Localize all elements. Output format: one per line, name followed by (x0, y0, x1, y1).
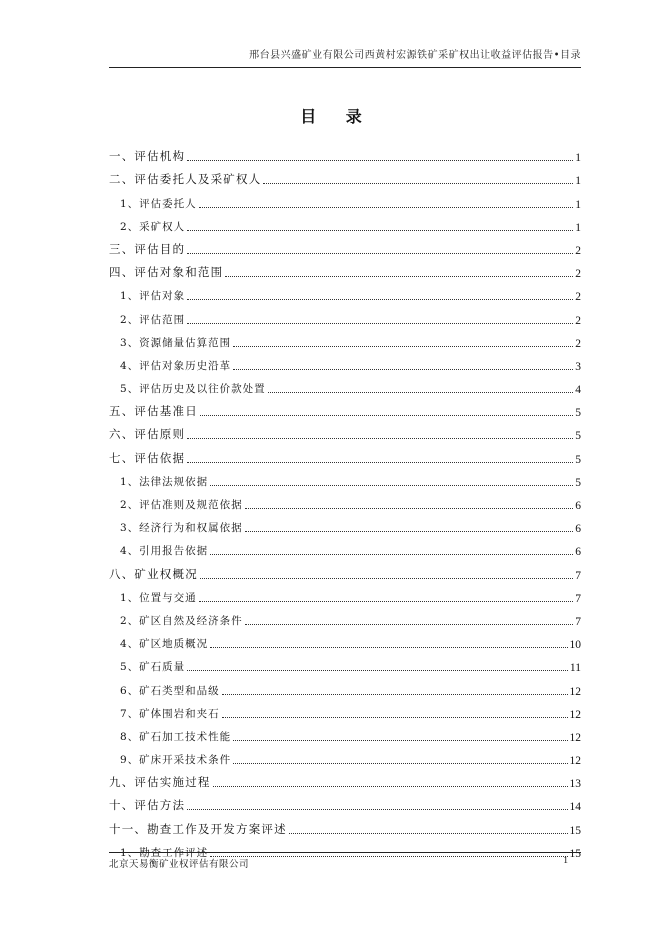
toc-entry-label: 7、矿体围岩和夹石 (120, 707, 220, 720)
toc-entry-page: 6 (575, 546, 581, 559)
toc-leader-dots (233, 763, 567, 764)
toc-entry[interactable] (109, 164, 581, 187)
toc-entry-page: 12 (569, 685, 581, 698)
toc-entry-page: 6 (575, 523, 581, 536)
toc-entry-page: 11 (569, 662, 581, 675)
toc-entry-label: 2、评估准则及规范依据 (120, 499, 243, 511)
toc-leader-dots (289, 833, 568, 834)
toc-subentry[interactable] (109, 489, 581, 512)
toc-entry[interactable] (109, 442, 581, 465)
toc-leader-dots (222, 694, 568, 695)
toc-subentry[interactable] (109, 280, 581, 303)
toc-subentry[interactable] (109, 721, 581, 744)
toc-entry-label: 1、评估对象 (120, 290, 186, 303)
toc-entry-label: 5、矿石质量 (120, 661, 186, 674)
toc-entry-label: 4、评估对象历史沿革 (120, 359, 232, 372)
toc-entry[interactable] (109, 419, 581, 442)
toc-leader-dots (245, 531, 574, 532)
toc-entry-label: 2、采矿权人 (120, 220, 186, 233)
toc-leader-dots (187, 230, 573, 231)
toc-leader-dots (263, 183, 573, 184)
toc-entry[interactable] (109, 790, 581, 813)
toc-entry-label: 五、评估基准日 (109, 404, 198, 419)
toc-leader-dots (187, 670, 568, 671)
toc-entry-label: 1、法律法规依据 (120, 475, 209, 488)
toc-leader-dots (199, 601, 574, 602)
toc-entry-label: 1、位置与交通 (120, 591, 197, 604)
toc-entry-page: 14 (569, 801, 581, 814)
toc-entry-page: 7 (575, 615, 581, 628)
toc-entry-label: 七、评估依据 (109, 450, 186, 465)
toc-entry[interactable] (109, 558, 581, 581)
toc-entry-label: 3、经济行为和权属依据 (120, 522, 243, 535)
toc-entry-page: 15 (569, 824, 581, 837)
toc-entry-label: 十一、勘查工作及开发方案评述 (109, 821, 287, 836)
toc-entry[interactable] (109, 234, 581, 257)
toc-entry[interactable] (109, 396, 581, 419)
footer-page-number: 1 (563, 856, 568, 866)
toc-entry-label: 八、矿业权概况 (109, 566, 198, 581)
toc-entry-page: 4 (575, 384, 581, 397)
toc-entry-label: 三、评估目的 (109, 241, 186, 256)
toc-subentry[interactable] (109, 651, 581, 674)
toc-entry-label: 3、资源储量估算范围 (120, 336, 232, 349)
toc-entry-label: 4、矿区地质概况 (120, 638, 209, 651)
toc-subentry[interactable] (109, 605, 581, 628)
toc-subentry[interactable] (109, 582, 581, 605)
toc-subentry[interactable] (109, 744, 581, 767)
toc-leader-dots (210, 485, 573, 486)
toc-subentry[interactable] (109, 535, 581, 558)
toc-entry[interactable] (109, 767, 581, 790)
footer-divider (109, 852, 581, 853)
toc-leader-dots (200, 415, 573, 416)
footer-company: 北京天易衡矿业权评估有限公司 (109, 859, 250, 870)
toc-leader-dots (187, 253, 573, 254)
toc-entry-page: 5 (575, 453, 581, 466)
toc-subentry[interactable] (109, 628, 581, 651)
toc-entry-page: 1 (575, 198, 581, 211)
toc-leader-dots (187, 299, 573, 300)
toc-leader-dots (210, 554, 573, 555)
toc-entry-label: 4、引用报告依据 (120, 545, 209, 558)
toc-leader-dots (245, 624, 574, 625)
toc-entry-page: 3 (575, 360, 581, 373)
toc-entry-page: 2 (575, 337, 581, 350)
toc-entry-page: 2 (575, 268, 581, 281)
toc-entry-label: 十、评估方法 (109, 798, 186, 813)
toc-entry-page: 1 (575, 152, 581, 165)
toc-subentry[interactable] (109, 303, 581, 326)
toc-entry-label: 1、勘查工作评述 (120, 846, 209, 859)
toc-entry-label: 二、评估委托人及采矿权人 (109, 172, 262, 187)
toc-entry-label: 9、矿床开采技术条件 (120, 754, 232, 767)
toc-entry-page: 1 (575, 175, 581, 188)
toc-entry-page: 7 (575, 569, 581, 582)
toc-entry-page: 12 (569, 731, 581, 744)
toc-subentry[interactable] (109, 466, 581, 489)
toc-entry-page: 2 (575, 314, 581, 327)
toc-entry[interactable] (109, 141, 581, 164)
toc-entry-page: 5 (575, 476, 581, 489)
toc-leader-dots (187, 438, 573, 439)
toc-leader-dots (187, 160, 573, 161)
toc-leader-dots (233, 346, 573, 347)
toc-leader-dots (210, 856, 567, 857)
table-of-contents (109, 141, 581, 860)
toc-entry-page: 1 (575, 221, 581, 234)
page-title: 目 录 (300, 107, 374, 126)
toc-subentry[interactable] (109, 698, 581, 721)
toc-entry[interactable] (109, 813, 581, 836)
toc-entry-label: 六、评估原则 (109, 427, 186, 442)
toc-subentry[interactable] (109, 187, 581, 210)
toc-entry-label: 1、评估委托人 (120, 197, 197, 210)
toc-leader-dots (213, 786, 568, 787)
toc-entry-page: 6 (575, 500, 581, 512)
toc-subentry[interactable] (109, 327, 581, 350)
toc-leader-dots (245, 508, 574, 509)
toc-entry-page: 5 (575, 407, 581, 420)
toc-entry-label: 5、评估历史及以往价款处置 (120, 383, 266, 396)
toc-leader-dots (233, 740, 567, 741)
toc-leader-dots (200, 578, 573, 579)
toc-entry-page: 2 (575, 291, 581, 304)
toc-entry-page: 13 (569, 778, 581, 791)
toc-leader-dots (187, 462, 573, 463)
toc-leader-dots (199, 207, 574, 208)
toc-leader-dots (222, 717, 568, 718)
toc-subentry[interactable] (109, 211, 581, 234)
toc-entry-label: 九、评估实施过程 (109, 775, 211, 790)
page-header: 邢台县兴盛矿业有限公司西黄村宏源铁矿采矿权出让收益评估报告•目录 (109, 46, 581, 68)
toc-entry-label: 6、矿石类型和品级 (120, 684, 220, 697)
toc-leader-dots (233, 369, 573, 370)
toc-entry-page: 10 (569, 639, 581, 652)
toc-entry-page: 12 (569, 708, 581, 721)
toc-subentry[interactable] (109, 350, 581, 373)
toc-entry-label: 四、评估对象和范围 (109, 265, 224, 280)
toc-subentry[interactable] (109, 674, 581, 697)
toc-entry-page: 7 (575, 592, 581, 605)
toc-entry-page: 15 (569, 847, 581, 860)
toc-subentry[interactable] (109, 373, 581, 396)
toc-entry[interactable] (109, 257, 581, 280)
toc-entry-label: 2、矿区自然及经济条件 (120, 614, 243, 627)
toc-entry-page: 5 (575, 430, 581, 443)
toc-entry-page: 12 (569, 755, 581, 768)
toc-entry-label: 一、评估机构 (109, 149, 186, 164)
toc-leader-dots (225, 276, 573, 277)
toc-leader-dots (210, 647, 567, 648)
toc-subentry[interactable] (109, 512, 581, 535)
toc-leader-dots (187, 809, 567, 810)
toc-leader-dots (268, 392, 574, 393)
toc-entry-label: 2、评估范围 (120, 313, 186, 326)
toc-entry-page: 2 (575, 244, 581, 257)
toc-leader-dots (187, 323, 573, 324)
toc-entry-label: 8、矿石加工技术性能 (120, 730, 232, 743)
